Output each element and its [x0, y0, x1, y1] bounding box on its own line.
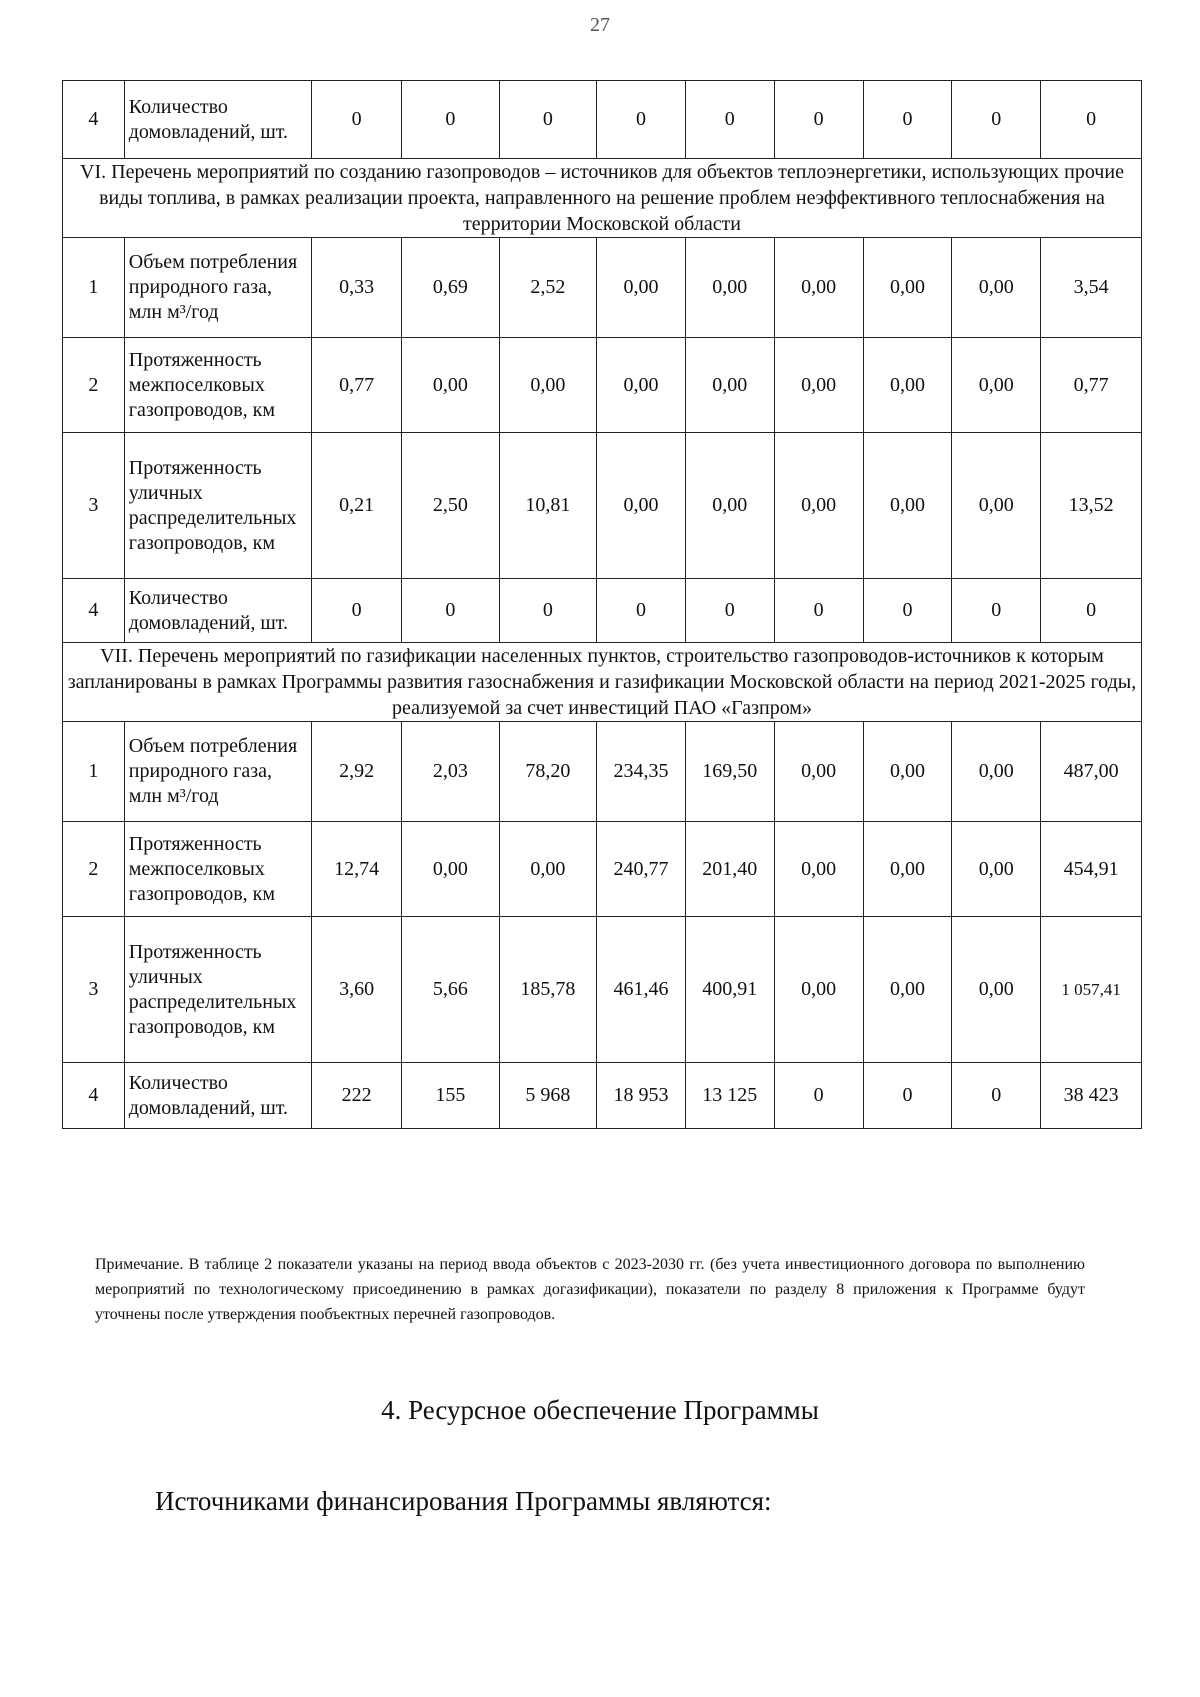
indicator-value: 0,00: [952, 917, 1041, 1063]
section-heading: 4. Ресурсное обеспечение Программы: [381, 1395, 819, 1425]
indicator-value: 185,78: [499, 917, 597, 1063]
indicator-value: 5 968: [499, 1063, 597, 1129]
indicator-value: 0,00: [863, 917, 952, 1063]
indicator-value: 0: [499, 579, 597, 643]
indicator-value: 2,03: [402, 722, 500, 822]
indicator-name: Объем потребления природного газа, млн м³/год: [124, 722, 311, 822]
indicator-name: Количество домовладений, шт.: [124, 579, 311, 643]
indicator-value: 0: [863, 1063, 952, 1129]
row-number: 1: [63, 238, 125, 338]
row-number: 4: [63, 81, 125, 159]
indicator-value: 240,77: [597, 822, 686, 917]
indicator-value: 3,60: [312, 917, 402, 1063]
section-title: VII. Перечень мероприятий по газификации населенных пунктов, строительство газопроводов-источников к которым запланированы в рамках Программы развития газоснабжения и газификации Московской области на период 2021-2025 годы, реализуемой за счет инвестиций ПАО «Газпром»: [63, 643, 1142, 722]
indicator-value: 0,33: [312, 238, 402, 338]
indicator-value: 0,00: [774, 822, 863, 917]
indicator-name: Протяженность межпоселковых газопроводов, км: [124, 822, 311, 917]
indicator-value: 0,00: [685, 238, 774, 338]
funding-sources-paragraph: Источниками финансирования Программы являются:: [155, 1486, 772, 1516]
indicator-value: 12,74: [312, 822, 402, 917]
indicator-value: 0,00: [952, 433, 1041, 579]
table-row: [63, 579, 1142, 643]
indicator-value: 0,00: [774, 917, 863, 1063]
indicator-value: 0,00: [774, 433, 863, 579]
table-row: [63, 81, 1142, 159]
table-row: [63, 917, 1142, 1063]
indicator-value: 0,00: [774, 722, 863, 822]
page-number: 27: [590, 14, 610, 36]
indicator-value: 2,92: [312, 722, 402, 822]
indicator-value: 0,21: [312, 433, 402, 579]
indicator-value: 0,77: [312, 338, 402, 433]
indicator-value: 222: [312, 1063, 402, 1129]
table-row: [63, 238, 1142, 338]
indicator-value: 0,00: [863, 433, 952, 579]
indicator-value: 0,00: [863, 338, 952, 433]
indicator-value: 0: [499, 81, 597, 159]
indicator-value: 0,00: [774, 238, 863, 338]
indicator-value: 0: [952, 81, 1041, 159]
indicator-value: 461,46: [597, 917, 686, 1063]
indicator-value: 2,50: [402, 433, 500, 579]
section-title: VI. Перечень мероприятий по созданию газопроводов – источников для объектов теплоэнергетики, использующих прочие виды топлива, в рамках реализации проекта, направленного на решение проблем неэффективного теплоснабжения на территории Московской области: [63, 159, 1142, 238]
indicator-value: 0,00: [402, 822, 500, 917]
indicator-value: 0,00: [402, 338, 500, 433]
indicator-value: 0,00: [952, 822, 1041, 917]
indicator-value: 0: [1041, 579, 1142, 643]
table-row: [63, 338, 1142, 433]
table-row: [63, 1063, 1142, 1129]
indicator-value: 201,40: [685, 822, 774, 917]
indicator-value: 0: [685, 579, 774, 643]
indicator-value: 0: [402, 81, 500, 159]
indicator-value: 0: [774, 1063, 863, 1129]
indicator-value: 38 423: [1041, 1063, 1142, 1129]
indicator-value: 454,91: [1041, 822, 1142, 917]
indicator-value: 155: [402, 1063, 500, 1129]
table-row: [63, 433, 1142, 579]
indicator-name: Количество домовладений, шт.: [124, 81, 311, 159]
row-number: 1: [63, 722, 125, 822]
indicators-table: [62, 80, 1142, 1129]
indicator-value: 0,00: [597, 238, 686, 338]
indicator-value: 0: [952, 1063, 1041, 1129]
indicator-value: 18 953: [597, 1063, 686, 1129]
indicator-value: 0,00: [863, 238, 952, 338]
indicator-value: 0: [952, 579, 1041, 643]
indicator-value: 0,00: [952, 722, 1041, 822]
row-number: 3: [63, 433, 125, 579]
indicator-value: 0,00: [685, 433, 774, 579]
indicator-value: 0: [312, 81, 402, 159]
table-body: [63, 81, 1142, 1129]
indicator-value: 0: [685, 81, 774, 159]
indicator-value: 0,00: [774, 338, 863, 433]
indicator-value: 3,54: [1041, 238, 1142, 338]
indicator-value: 0,00: [863, 722, 952, 822]
indicator-value: 0,00: [597, 338, 686, 433]
indicator-value: 13 125: [685, 1063, 774, 1129]
indicator-value: 2,52: [499, 238, 597, 338]
indicator-value: 0: [863, 579, 952, 643]
indicator-value: 78,20: [499, 722, 597, 822]
indicator-value: 400,91: [685, 917, 774, 1063]
indicator-name: Протяженность уличных распределительных газопроводов, км: [124, 917, 311, 1063]
indicator-value: 1 057,41: [1041, 917, 1142, 1063]
row-number: 3: [63, 917, 125, 1063]
indicator-value: 0: [774, 81, 863, 159]
indicator-value: 0: [597, 81, 686, 159]
indicator-value: 0,00: [597, 433, 686, 579]
indicator-value: 0,00: [499, 822, 597, 917]
indicator-value: 169,50: [685, 722, 774, 822]
indicator-value: 10,81: [499, 433, 597, 579]
indicator-value: 5,66: [402, 917, 500, 1063]
indicator-value: 0: [597, 579, 686, 643]
indicator-value: 487,00: [1041, 722, 1142, 822]
indicator-name: Объем потребления природного газа, млн м³/год: [124, 238, 311, 338]
section-header-row: [63, 643, 1142, 722]
indicator-value: 0: [402, 579, 500, 643]
indicator-value: 0,00: [863, 822, 952, 917]
row-number: 4: [63, 1063, 125, 1129]
table-row: [63, 722, 1142, 822]
indicator-name: Протяженность межпоселковых газопроводов, км: [124, 338, 311, 433]
row-number: 2: [63, 822, 125, 917]
indicator-name: Количество домовладений, шт.: [124, 1063, 311, 1129]
indicator-value: 0,69: [402, 238, 500, 338]
indicator-value: 0: [312, 579, 402, 643]
indicator-value: 0,00: [685, 338, 774, 433]
indicator-name: Протяженность уличных распределительных газопроводов, км: [124, 433, 311, 579]
row-number: 4: [63, 579, 125, 643]
indicator-value: 0,00: [952, 238, 1041, 338]
table-row: [63, 822, 1142, 917]
indicator-value: 234,35: [597, 722, 686, 822]
indicator-value: 0,77: [1041, 338, 1142, 433]
table-note: Примечание. В таблице 2 показатели указаны на период ввода объектов с 2023-2030 гг. (без учета инвестиционного договора по выполнению мероприятий по технологическому присоединению в рамках догазификации), показатели по разделу 8 приложения к Программе будут уточнены после утверждения пообъектных перечней газопроводов.: [95, 1256, 1085, 1323]
indicator-value: 0: [774, 579, 863, 643]
indicator-value: 0,00: [952, 338, 1041, 433]
section-header-row: [63, 159, 1142, 238]
row-number: 2: [63, 338, 125, 433]
indicator-value: 13,52: [1041, 433, 1142, 579]
indicator-value: 0,00: [499, 338, 597, 433]
indicator-value: 0: [1041, 81, 1142, 159]
indicator-value: 0: [863, 81, 952, 159]
